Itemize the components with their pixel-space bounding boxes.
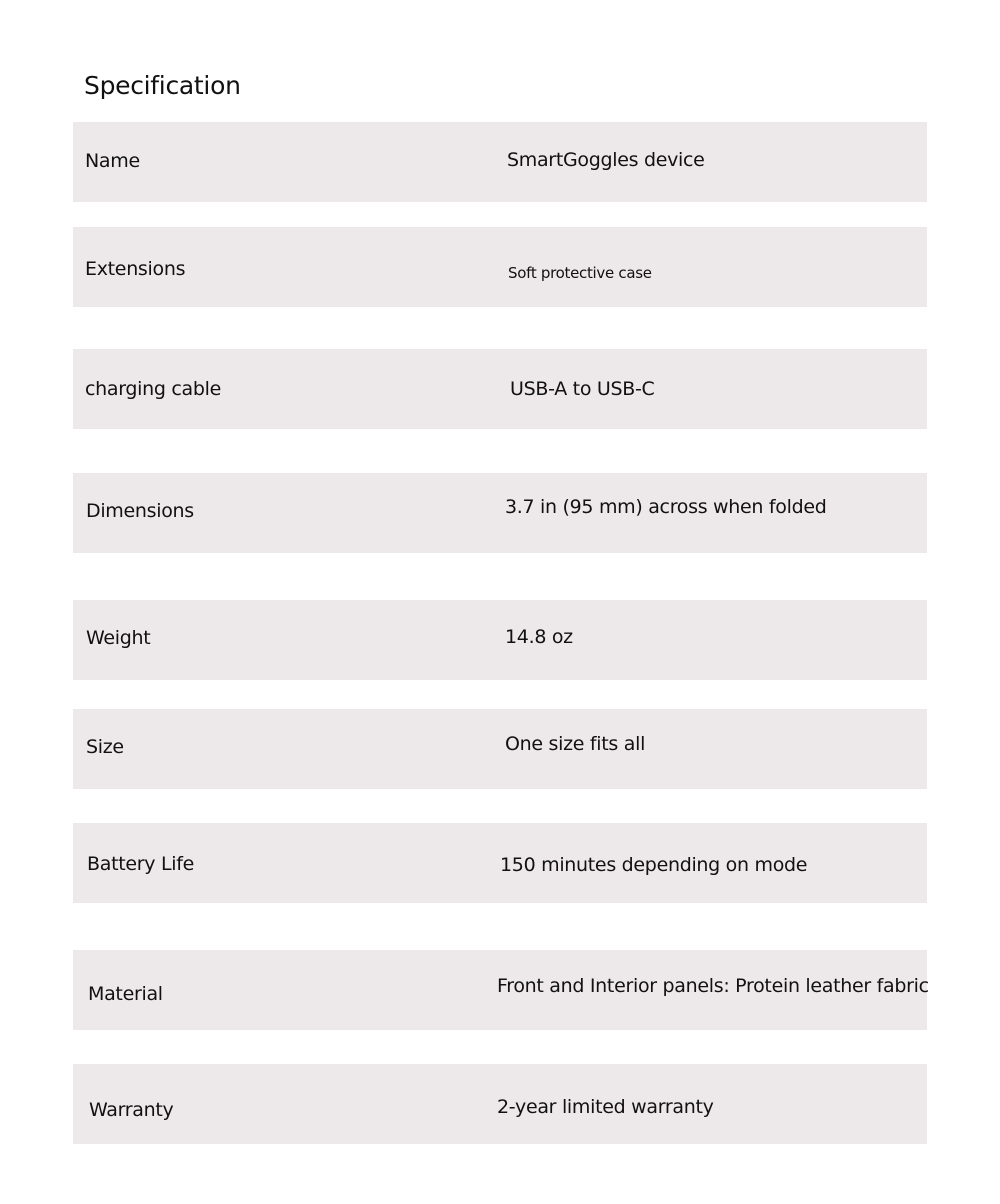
page-title: Specification [84,71,241,100]
spec-label: Name [85,150,140,172]
spec-row-size [73,709,927,789]
spec-value: Soft protective case [508,264,652,282]
spec-row-extensions [73,227,927,307]
spec-row-material [73,950,927,1030]
spec-value: Front and Interior panels: Protein leather fabric [497,975,929,997]
spec-label: Dimensions [86,500,194,522]
spec-row-battery-life [73,823,927,903]
spec-row-weight [73,600,927,680]
spec-value: SmartGoggles device [507,149,705,171]
spec-value: 3.7 in (95 mm) across when folded [505,496,827,518]
spec-label: charging cable [85,378,222,400]
spec-label: Warranty [89,1099,174,1121]
spec-label: Size [86,736,124,758]
spec-label: Extensions [85,258,186,280]
spec-row-dimensions [73,473,927,553]
spec-label: Weight [86,627,151,649]
spec-label: Battery Life [87,853,195,875]
spec-value: 14.8 oz [505,626,573,648]
spec-row-charging-cable [73,349,927,429]
spec-value: USB-A to USB-C [510,378,655,400]
spec-value: One size fits all [505,733,646,755]
spec-row-name [73,122,927,202]
spec-value: 2-year limited warranty [497,1096,714,1118]
spec-row-warranty [73,1064,927,1144]
spec-label: Material [88,983,163,1005]
spec-value: 150 minutes depending on mode [500,854,808,876]
